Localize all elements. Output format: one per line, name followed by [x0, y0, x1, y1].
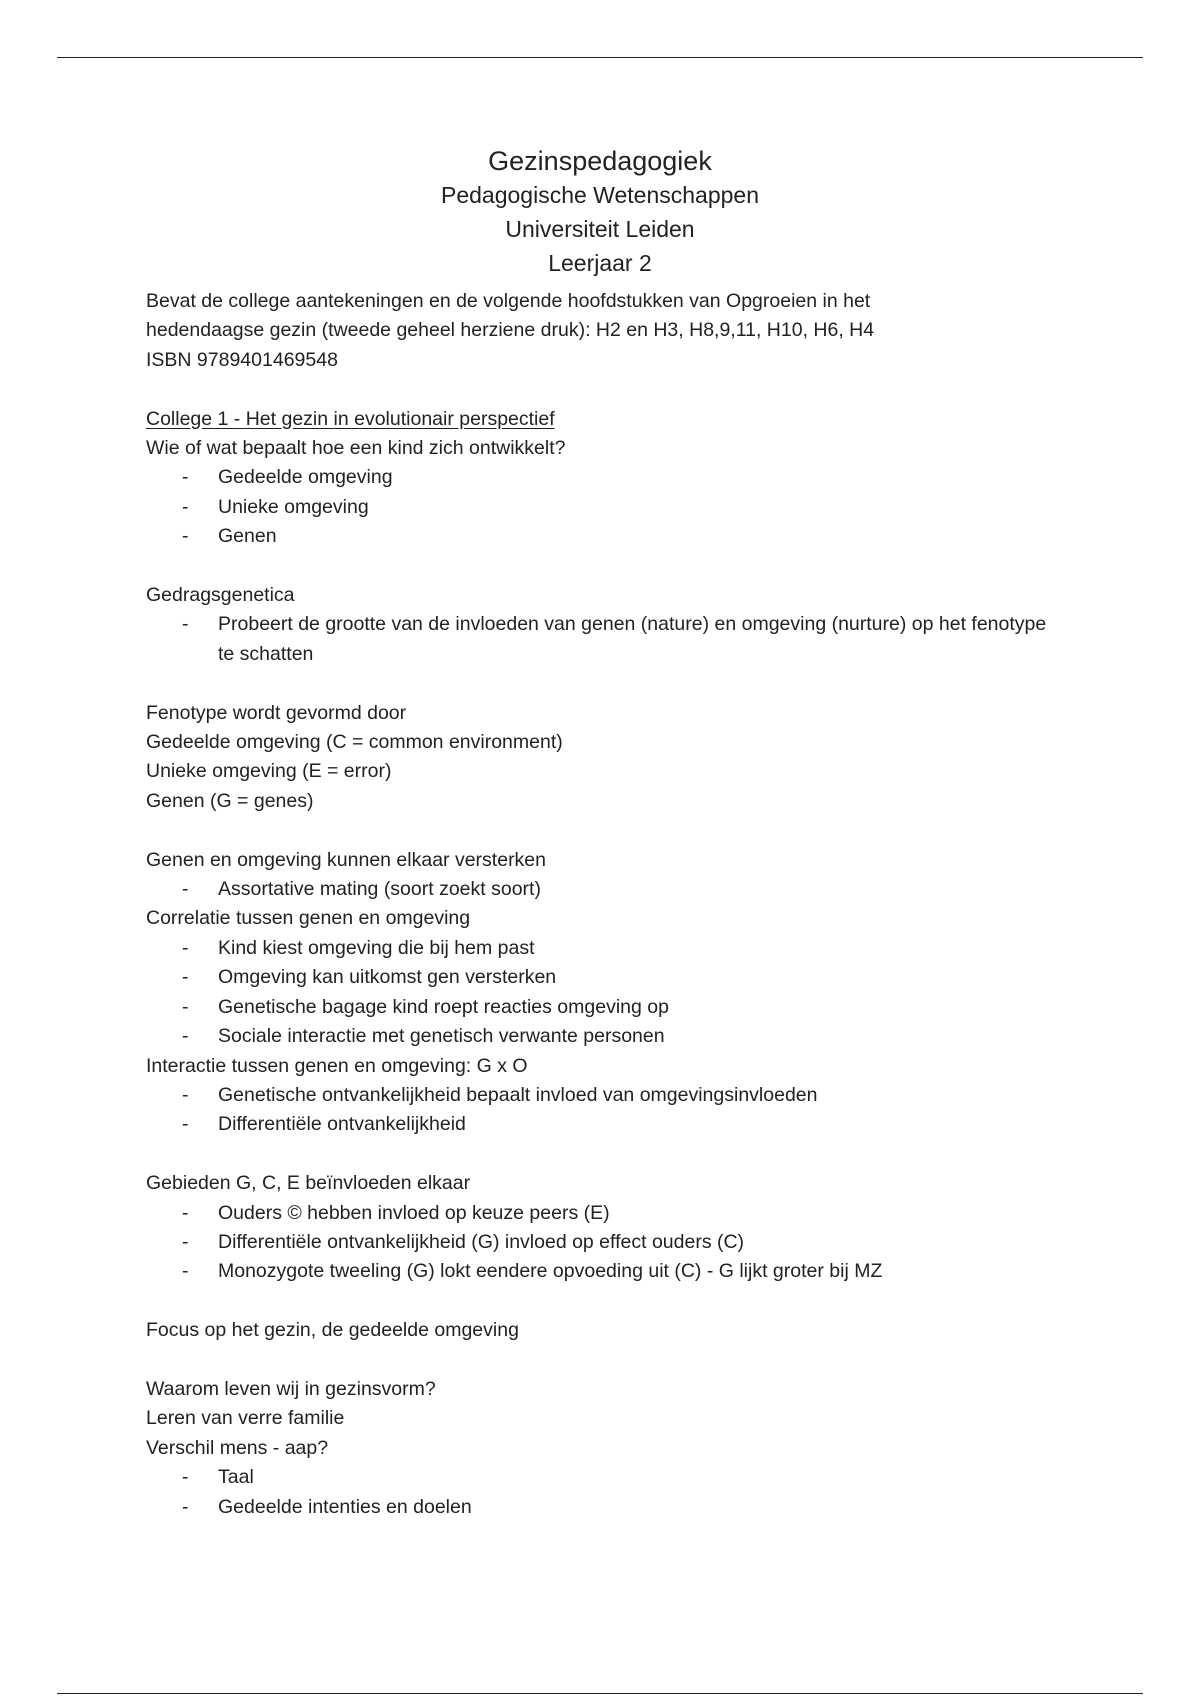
program-name: Pedagogische Wetenschappen	[441, 182, 759, 208]
list-item: - Genetische ontvankelijkheid bepaalt invloed van omgevingsinvloeden	[146, 1081, 1066, 1110]
paragraph: Gedeelde omgeving (C = common environment)	[146, 731, 563, 754]
list-item: - Assortative mating (soort zoekt soort)	[146, 875, 1066, 904]
list-item: - Genen	[146, 522, 1066, 551]
list-item: - Genetische bagage kind roept reacties omgeving op	[146, 993, 1066, 1022]
paragraph: Waarom leven wij in gezinsvorm?	[146, 1377, 436, 1400]
paragraph: Gedragsgenetica	[146, 584, 295, 607]
top-rule	[57, 57, 1143, 58]
list-item: - Kind kiest omgeving die bij hem past	[146, 934, 1066, 963]
paragraph: Verschil mens - aap?	[146, 1436, 329, 1459]
paragraph: Correlatie tussen genen en omgeving	[146, 907, 471, 930]
list-item: - Monozygote tweeling (G) lokt eendere opvoeding uit (C) - G lijkt groter bij MZ	[146, 1257, 1066, 1286]
list-item: - Differentiële ontvankelijkheid	[146, 1110, 1066, 1139]
bullet-list	[146, 610, 1066, 669]
bullet-list	[146, 1081, 1066, 1140]
section-heading: College 1 - Het gezin in evolutionair perspectief	[146, 407, 555, 430]
list-item: - Unieke omgeving	[146, 493, 1066, 522]
list-item: - Gedeelde omgeving	[146, 463, 1066, 492]
bottom-rule	[57, 1693, 1143, 1694]
document-body	[146, 287, 1066, 1522]
list-item: - Probeert de grootte van de invloeden van genen (nature) en omgeving (nurture) op het fenotype te schatten	[146, 610, 1066, 669]
bullet-list	[146, 463, 1066, 551]
list-item: - Taal	[146, 1463, 1066, 1492]
paragraph: Leren van verre familie	[146, 1407, 345, 1430]
paragraph: Unieke omgeving (E = error)	[146, 760, 392, 783]
paragraph: Gebieden G, C, E beïnvloeden elkaar	[146, 1172, 471, 1195]
intro-line: hedendaagse gezin (tweede geheel herziene druk): H2 en H3, H8,9,11, H10, H6, H4	[146, 319, 875, 342]
bullet-list	[146, 934, 1066, 1052]
list-item: - Differentiële ontvankelijkheid (G) invloed op effect ouders (C)	[146, 1228, 1066, 1257]
intro-line: Bevat de college aantekeningen en de volgende hoofdstukken van Opgroeien in het	[146, 290, 871, 312]
paragraph: Genen en omgeving kunnen elkaar versterken	[146, 848, 546, 871]
list-item: - Sociale interactie met genetisch verwante personen	[146, 1022, 1066, 1051]
list-item: - Ouders © hebben invloed op keuze peers (E)	[146, 1199, 1066, 1228]
study-year: Leerjaar 2	[548, 250, 652, 276]
list-item: - Omgeving kan uitkomst gen versterken	[146, 963, 1066, 992]
list-item: - Gedeelde intenties en doelen	[146, 1493, 1066, 1522]
paragraph: Fenotype wordt gevormd door	[146, 701, 407, 724]
paragraph: Genen (G = genes)	[146, 789, 314, 812]
university-name: Universiteit Leiden	[505, 216, 695, 242]
document-title: Gezinspedagogiek	[488, 146, 712, 176]
bullet-list	[146, 875, 1066, 904]
bullet-list	[146, 1199, 1066, 1287]
isbn: ISBN 9789401469548	[146, 348, 338, 371]
paragraph: Focus op het gezin, de gedeelde omgeving	[146, 1319, 519, 1342]
title-block	[0, 144, 1200, 280]
paragraph: Interactie tussen genen en omgeving: G x O	[146, 1054, 528, 1077]
paragraph: Wie of wat bepaalt hoe een kind zich ontwikkelt?	[146, 437, 566, 460]
bullet-list	[146, 1463, 1066, 1522]
